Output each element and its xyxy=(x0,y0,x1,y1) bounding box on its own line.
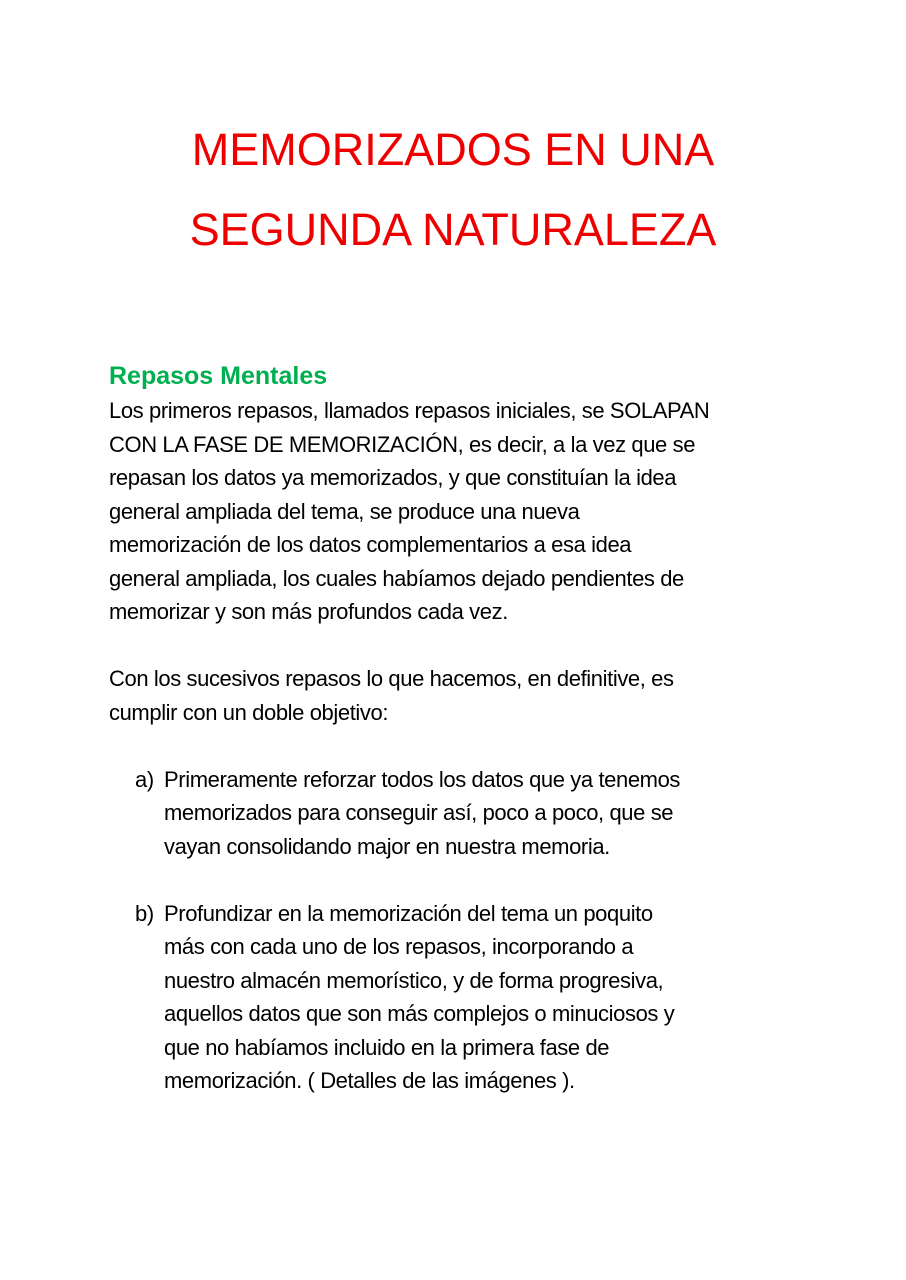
list-item-line: que no habíamos incluido en la primera fase de xyxy=(164,1034,610,1060)
blank-line xyxy=(109,729,829,763)
list-item-b xyxy=(109,897,829,1098)
paragraph-objectives xyxy=(109,662,829,729)
paragraph-intro xyxy=(109,394,829,629)
title-line-2: SEGUNDA NATURALEZA xyxy=(189,204,717,255)
paragraph-line: Los primeros repasos, llamados repasos iniciales, se SOLAPAN xyxy=(109,398,710,423)
blank-line xyxy=(109,863,829,897)
document-title xyxy=(0,110,906,270)
list-item-line: Profundizar en la memorización del tema un poquito xyxy=(164,900,653,926)
list-item-line: memorizados para conseguir así, poco a poco, que se xyxy=(164,800,674,825)
list-item-a xyxy=(109,763,829,864)
paragraph-line: Con los sucesivos repasos lo que hacemos, en definitive, es xyxy=(109,666,674,691)
list-item-line: nuestro almacén memorístico, y de forma progresiva, xyxy=(164,967,664,993)
paragraph-line: general ampliada, los cuales habíamos dejado pendientes de xyxy=(109,565,684,591)
paragraph-line: memorizar y son más profundos cada vez. xyxy=(109,599,508,624)
list-item-line: memorización. ( Detalles de las imágenes ). xyxy=(164,1068,575,1093)
section-heading: Repasos Mentales xyxy=(109,362,328,390)
document-body xyxy=(109,358,829,1098)
list-item-line: aquellos datos que son más complejos o minuciosos y xyxy=(164,1001,675,1026)
blank-line xyxy=(109,629,829,663)
paragraph-line: cumplir con un doble objetivo: xyxy=(109,699,389,725)
paragraph-line: general ampliada del tema, se produce una nueva xyxy=(109,498,580,524)
list-item-line: más con cada uno de los repasos, incorporando a xyxy=(164,934,634,959)
paragraph-line: CON LA FASE DE MEMORIZACIÓN, es decir, a la vez que se xyxy=(109,431,696,457)
paragraph-line: repasan los datos ya memorizados, y que constituían la idea xyxy=(109,465,677,490)
list-marker: b) xyxy=(135,900,154,926)
list-item-line: Primeramente reforzar todos los datos que ya tenemos xyxy=(164,766,681,792)
list-item-line: vayan consolidando major en nuestra memoria. xyxy=(164,833,610,859)
title-line-1: MEMORIZADOS EN UNA xyxy=(191,124,715,175)
paragraph-line: memorización de los datos complementarios a esa idea xyxy=(109,532,632,557)
list-marker: a) xyxy=(135,766,154,792)
